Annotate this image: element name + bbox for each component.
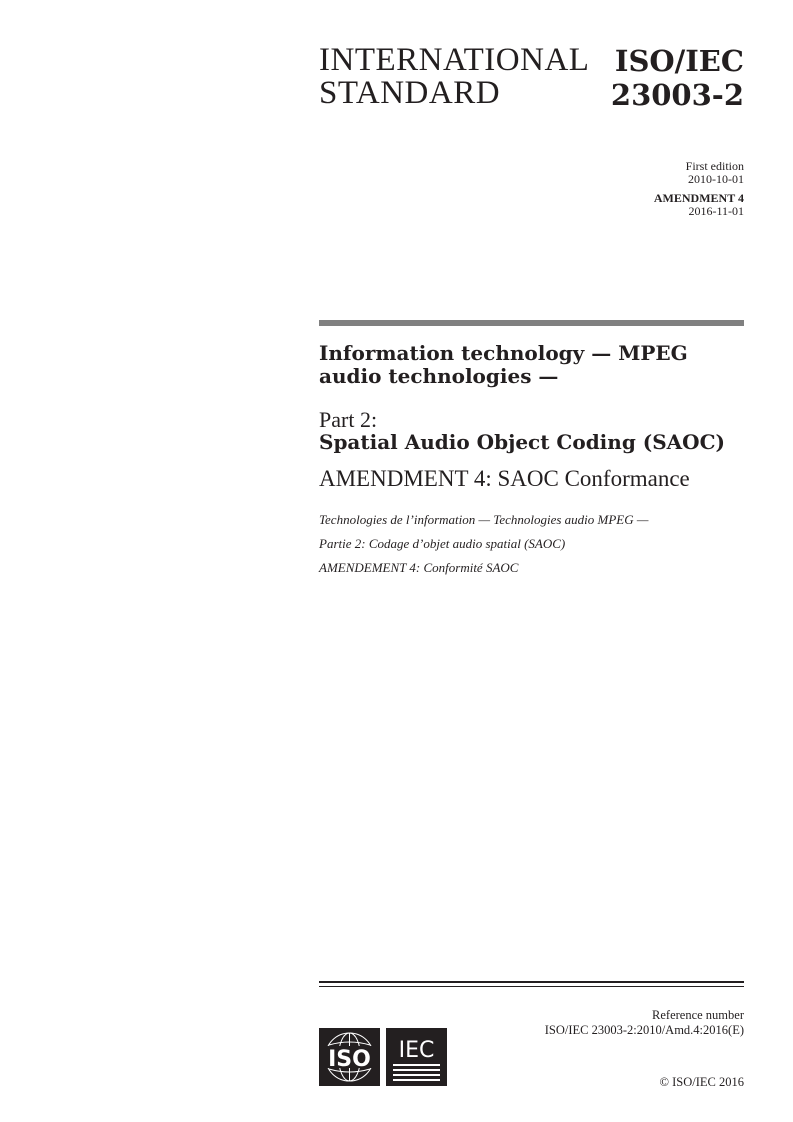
document-type-line1: INTERNATIONAL [319,42,590,78]
edition-label: First edition [685,159,744,173]
iec-logo [386,1028,447,1086]
logos-svg [319,1028,447,1086]
document-type-line2: STANDARD [319,75,501,111]
french-title-line2: Partie 2: Codage d’objet audio spatial (SAOC) [319,536,566,551]
iso-logo-text: ISO [328,1047,371,1072]
french-title-line3: AMENDEMENT 4: Conformité SAOC [319,560,519,575]
reference-block [545,1008,744,1038]
french-title [319,508,648,580]
part-label: Part 2: [319,407,378,432]
designation-line1: ISO/IEC [614,44,744,78]
main-title [319,342,744,388]
footer-divider-bottom [319,986,744,987]
french-title-line1: Technologies de l’information — Technologies audio MPEG — [319,512,649,527]
reference-label: Reference number [652,1008,744,1022]
amendment-title: AMENDMENT 4: SAOC Conformance [319,466,690,491]
main-title-line1: Information technology — MPEG [319,341,688,365]
iec-logo-text: IEC [398,1038,435,1063]
standard-designation [611,44,744,112]
title-divider [319,320,744,326]
edition-date: 2010-10-01 [688,172,744,186]
amendment-label: AMENDMENT 4 [653,191,744,205]
amendment-date: 2016-11-01 [688,204,744,218]
document-type [319,44,599,110]
main-title-line2: audio technologies — [319,364,559,388]
designation-line2: 23003-2 [610,78,744,112]
part-title: Spatial Audio Object Coding (SAOC) [319,430,725,454]
copyright: © ISO/IEC 2016 [659,1075,744,1089]
reference-number: ISO/IEC 23003-2:2010/Amd.4:2016(E) [544,1023,744,1037]
iso-logo [319,1028,380,1086]
footer-divider-top [319,981,744,983]
edition-info [654,160,744,218]
iso-iec-logos [319,1028,447,1086]
